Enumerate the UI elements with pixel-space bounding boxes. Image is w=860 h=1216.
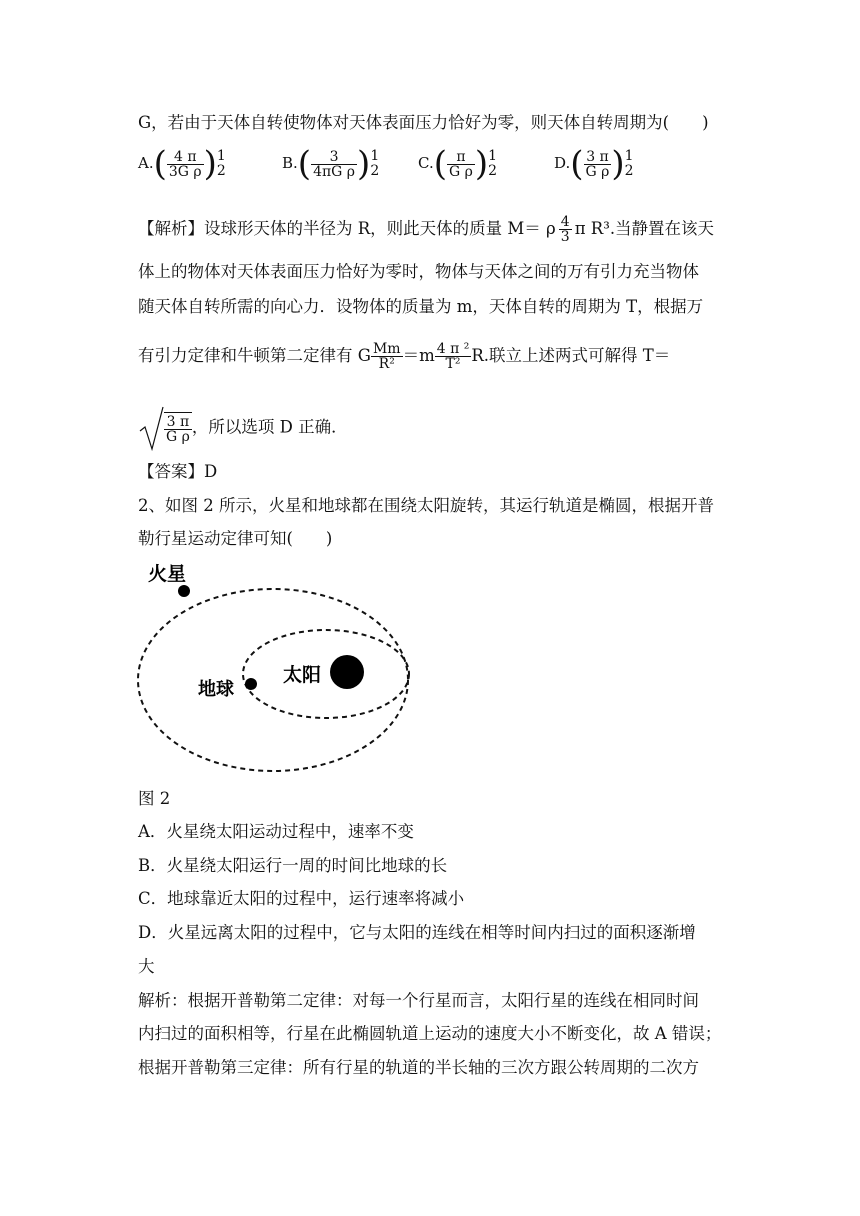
text: ，所以选项 D 正确． (191, 417, 348, 437)
q1-analysis-line-5 (138, 405, 348, 451)
fraction-3pi-grho (164, 412, 192, 444)
q1-option-d (554, 144, 634, 184)
option-label: B. (282, 154, 298, 172)
text: ＝m (402, 346, 435, 365)
mars-label: 火星 (148, 563, 187, 585)
orbit-diagram (128, 556, 418, 778)
exponent (370, 149, 379, 179)
left-paren: ( (433, 144, 447, 184)
numerator: 4 π ² (436, 341, 470, 357)
numerator: 3 π (166, 414, 190, 430)
text: π R³.当静置在该天 (574, 219, 715, 238)
right-paren: ) (357, 144, 371, 184)
exponent-num: 1 (488, 148, 498, 164)
option-label: A. (138, 154, 154, 172)
option-fraction (167, 150, 204, 179)
q1-analysis-line-2: 体上的物体对天体表面压力恰好为零时，物体与天体之间的万有引力充当物体 (138, 262, 699, 281)
denominator: G ρ (448, 163, 473, 180)
option-label: C. (418, 154, 434, 172)
q2-stem-line-2: 勒行星运动定律可知( ) (138, 529, 333, 548)
exponent (625, 149, 634, 179)
exponent-den: 2 (488, 163, 498, 179)
q2-option-d-continued: 大 (138, 957, 155, 976)
radical-sign (138, 405, 164, 451)
exponent-num: 1 (370, 148, 380, 164)
left-paren: ( (570, 144, 584, 184)
q1-analysis-line-4 (138, 342, 670, 371)
text: 有引力定律和牛顿第二定律有 G (138, 346, 371, 365)
denominator: 3G ρ (168, 163, 202, 180)
q2-analysis-line-1: 解析：根据开普勒第二定律：对每一个行星而言，太阳行星的连线在相同时间 (138, 991, 699, 1010)
right-paren: ) (474, 144, 489, 184)
q1-analysis-line-3: 随天体自转所需的向心力．设物体的质量为 m，天体自转的周期为 T，根据万 (138, 297, 704, 316)
numerator: 3 (329, 148, 339, 165)
option-fraction (311, 150, 357, 179)
option-label: D. (554, 154, 571, 172)
earth-label: 地球 (198, 679, 234, 700)
earth-orbit (243, 630, 409, 718)
text: 【解析】设球形天体的半径为 R，则此天体的质量 M＝ ρ (138, 219, 556, 238)
exponent (217, 149, 226, 179)
denominator: 3 (560, 229, 570, 245)
sun-dot (330, 655, 364, 689)
q1-option-c (418, 144, 498, 184)
figure-caption: 图 2 (138, 789, 171, 808)
square-root (138, 405, 192, 451)
q1-option-b (282, 144, 380, 184)
exponent-num: 1 (624, 148, 634, 164)
denominator: G ρ (585, 163, 610, 180)
option-fraction (447, 150, 475, 179)
mars-orbit (138, 589, 408, 771)
denominator: G ρ (166, 429, 190, 445)
exponent-den: 2 (624, 163, 634, 179)
denominator: T² (435, 356, 472, 371)
left-paren: ( (297, 144, 312, 184)
q2-analysis-line-3: 根据开普勒第三定律：所有行星的轨道的半长轴的三次方跟公转周期的二次方 (138, 1058, 699, 1077)
q2-analysis-line-2: 内扫过的面积相等，行星在此椭圆轨道上运动的速度大小不断变化，故 A 错误； (138, 1024, 722, 1043)
q1-analysis-line-1 (138, 215, 714, 244)
exponent-den: 2 (216, 163, 226, 179)
q1-option-a (138, 144, 226, 184)
numerator: Mm (372, 341, 401, 357)
numerator: 4 (560, 214, 570, 230)
right-paren: ) (203, 144, 217, 184)
q2-option-a: A．火星绕太阳运动过程中，速率不变 (138, 822, 414, 841)
numerator: π (456, 148, 466, 165)
sun-label: 太阳 (283, 664, 322, 686)
exponent (488, 149, 497, 179)
earth-dot (245, 678, 257, 690)
right-paren: ) (611, 144, 625, 184)
q2-option-b: B．火星绕太阳运行一周的时间比地球的长 (138, 856, 448, 875)
numerator: 4 π (173, 148, 197, 165)
numerator: 3 π (586, 148, 609, 165)
exponent-den: 2 (370, 163, 380, 179)
fraction-four-thirds (559, 215, 572, 244)
fraction-mm-r2 (371, 342, 403, 371)
q1-stem: G，若由于天体自转使物体对天体表面压力恰好为零，则天体自转周期为( ) (138, 113, 709, 132)
option-fraction (584, 150, 612, 179)
fraction-4pi2-t2 (435, 342, 472, 371)
q2-stem-line-1: 2、如图 2 所示，火星和地球都在围绕太阳旋转，其运行轨道是椭圆，根据开普 (138, 496, 714, 515)
mars-dot (178, 585, 190, 597)
denominator: R² (371, 356, 403, 371)
q1-answer: 【答案】D (138, 462, 218, 481)
left-paren: ( (153, 144, 167, 184)
denominator: 4πG ρ (313, 163, 356, 180)
text: R.联立上述两式可解得 T＝ (471, 346, 671, 365)
exponent-num: 1 (216, 148, 226, 164)
q2-option-d: D．火星远离太阳的过程中，它与太阳的连线在相等时间内扫过的面积逐渐增 (138, 923, 696, 942)
q2-option-c: C．地球靠近太阳的过程中，运行速率将减小 (138, 889, 465, 908)
